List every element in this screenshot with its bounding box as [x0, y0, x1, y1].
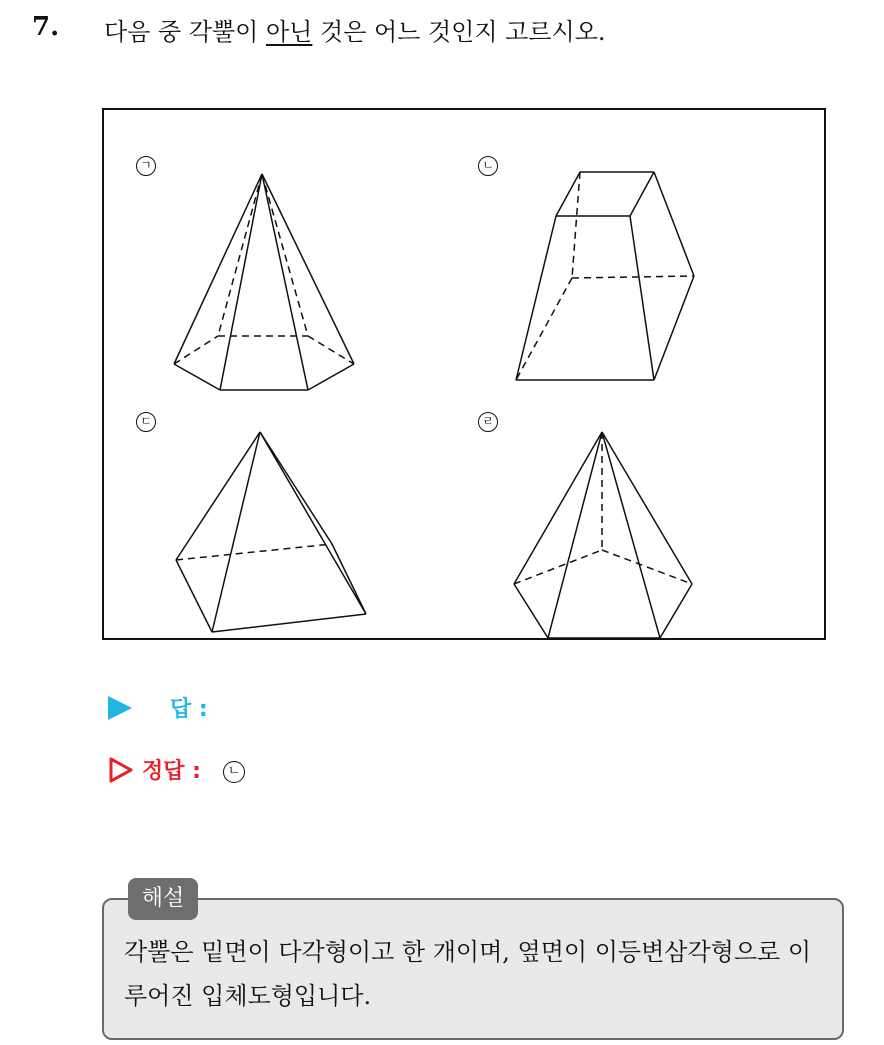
figure-box — [102, 108, 826, 640]
answer-prompt-label: 답 : — [170, 697, 208, 722]
correct-answer-value: ㄴ — [223, 761, 245, 783]
hexagonal-pyramid-figure — [174, 174, 354, 390]
filled-triangle-icon — [108, 696, 132, 720]
correct-answer-label: 정답 : — [142, 759, 201, 784]
figure-label-3: ㄷ — [136, 412, 156, 432]
answer-prompt-row — [108, 692, 208, 723]
figure-label-4: ㄹ — [478, 412, 498, 432]
frustum-figure — [516, 172, 694, 380]
figure-label-2: ㄴ — [478, 156, 498, 176]
square-pyramid-figure — [176, 432, 366, 632]
figures-drawing — [104, 110, 828, 642]
figure-label-1: ㄱ — [136, 156, 156, 176]
question-text-before: 다음 중 각뿔이 — [104, 18, 266, 46]
pentagonal-pyramid-figure — [514, 432, 692, 638]
correct-answer-row — [108, 754, 245, 785]
question-text-after: 것은 어느 것인지 고르시오. — [312, 18, 606, 46]
question-number: 7. — [32, 12, 60, 42]
outline-triangle-icon — [108, 756, 134, 784]
question-text-underlined: 아닌 — [266, 18, 313, 46]
question-text — [104, 12, 606, 47]
explanation-text: 각뿔은 밑면이 다각형이고 한 개이며, 옆면이 이등변삼각형으로 이루어진 입체도형입니다. — [124, 938, 811, 1010]
explanation-tag: 해설 — [128, 878, 198, 920]
